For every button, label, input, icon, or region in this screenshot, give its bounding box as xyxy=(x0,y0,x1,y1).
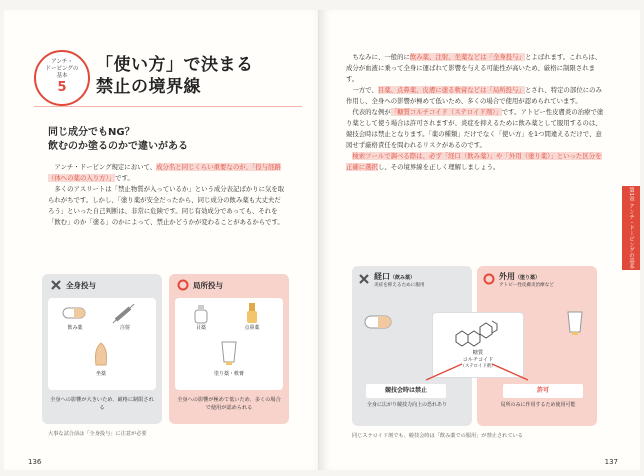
oral-header xyxy=(352,266,472,292)
systemic-note: 全身への影響が大きいため、厳格に制限される xyxy=(50,397,154,411)
ointment-tube-icon xyxy=(565,310,585,336)
topical-title-paren: （塗り薬） xyxy=(515,274,541,281)
item-eye-drops: 目薬 xyxy=(195,325,206,331)
oral-title-block xyxy=(374,271,425,288)
capsule-icon xyxy=(62,306,88,320)
local-card xyxy=(169,274,289,424)
badge-line1: アンチ・ xyxy=(51,59,73,65)
cross-icon xyxy=(358,273,370,285)
title-rule xyxy=(34,106,302,107)
left-page xyxy=(4,10,322,470)
item-nasal-spray: 点鼻薬 xyxy=(244,325,260,331)
rpara2-highlight: 目薬、点鼻薬、皮膚に塗る軟膏などは「局所投与」 xyxy=(377,86,525,94)
badge-line2: ドーピングの xyxy=(45,66,79,72)
syringe-icon xyxy=(112,304,138,324)
center-line1: 糖質 xyxy=(472,350,484,356)
rpara3-text-a: 代表的な例が xyxy=(352,108,391,116)
right-page xyxy=(322,10,640,470)
systemic-header xyxy=(42,274,162,296)
rpara3 xyxy=(346,107,604,151)
systemic-title: 全身投与 xyxy=(66,280,96,290)
topical-sub: アトピー性皮膚炎治療など xyxy=(499,282,554,288)
capsule-icon xyxy=(364,314,394,330)
oral-title-paren: （飲み薬） xyxy=(390,274,416,281)
suppository-icon xyxy=(92,342,110,366)
rpara1 xyxy=(346,52,604,85)
nasal-spray-icon xyxy=(245,302,259,324)
page-number-left: 136 xyxy=(28,458,42,466)
steroid-structure-icon xyxy=(448,317,508,347)
rpara4 xyxy=(346,151,604,173)
ointment-tube-icon xyxy=(219,340,239,366)
center-line2: コルチコイド xyxy=(462,357,494,363)
section-badge xyxy=(34,50,90,106)
item-suppository: 坐薬 xyxy=(95,371,106,377)
left-body xyxy=(48,162,286,228)
item-injection: 注射 xyxy=(119,325,130,331)
item-oral: 飲み薬 xyxy=(67,325,83,331)
rpara3-highlight: 「糖質コルチコイド（ステロイド剤）」 xyxy=(390,108,502,116)
rpara2-text-a: 一方で、 xyxy=(352,86,378,94)
badge-line3: 基本 xyxy=(56,73,68,79)
rpara1-highlight: 飲み薬、注射、坐薬などは「全身投与」 xyxy=(409,53,525,61)
title-line2: 禁止の境界線 xyxy=(96,77,201,97)
rpara4-text-b: し、その境界線を正しく理解しましょう。 xyxy=(377,163,500,171)
chapter-tab: 第1章 アンチ・ドーピングの基本 xyxy=(622,186,640,270)
systemic-icons xyxy=(48,298,156,390)
eye-drops-icon xyxy=(193,304,209,324)
rpara3-text-b: です。アトピー性皮膚炎の治療で塗り薬として使う場合は許可されますが、炎症を抑えるために飲み薬として服用するのは、競技会時は禁止となります。「薬の種類」だけでなく「使い方」を1つ間違えるだけで、意図せず厳格責任を問われるリスクがあるのです。 xyxy=(346,108,604,149)
page-title xyxy=(96,54,254,98)
para1 xyxy=(48,162,286,184)
item-ointment: 塗り薬・軟膏 xyxy=(213,371,244,377)
cross-icon xyxy=(50,279,62,291)
para1-text-b: です。 xyxy=(115,174,134,182)
right-body xyxy=(346,52,604,173)
para2: 多くのアスリートは「禁止物質が入っているか」という成分表記ばかりに気を取られがちです。しかし、「塗り薬が安全だったから、同じ成分の飲み薬も大丈夫だろう」といった自己判断は、非常に危険です。同じ有効成分であっても、それを「飲む」のか「塗る」のかによって、禁止かどうかが変わることがあるからです。 xyxy=(48,185,285,226)
topical-note: 局所のみに作用するため使用可能 xyxy=(500,402,576,408)
title-line1: 「使い方」で決まる xyxy=(96,55,254,75)
local-header xyxy=(169,274,289,296)
local-icons xyxy=(175,298,283,390)
rpara2-text-b: とされ、特定の部位にのみ作用し、全身への影響が極めて低いため、多くの場合で使用が認められています。 xyxy=(346,86,602,105)
local-title: 局所投与 xyxy=(193,280,223,290)
oral-title: 経口 xyxy=(374,271,390,281)
topical-header xyxy=(477,266,597,292)
topical-title: 外用 xyxy=(499,271,515,281)
rpara4-highlight: 検索ツールで調べる際は、必ず「経口（飲み薬）」や「外用（塗り薬）」といった区分を正確に選択 xyxy=(346,152,602,171)
page-number-right: 137 xyxy=(604,458,618,466)
center-line3: （ステロイド剤） xyxy=(460,364,496,369)
badge-number: 5 xyxy=(57,80,67,95)
oral-note: 全身に広がり競技力向上の恐れあり xyxy=(366,402,447,408)
subhead-line1: 同じ成分でもNG？ xyxy=(48,127,135,138)
para1-text-a: アンチ・ドーピング規定において、 xyxy=(54,163,157,171)
local-note: 全身への影響が極めて低いため、多くの場合で使用が認められる xyxy=(177,397,281,411)
systemic-card xyxy=(42,274,162,424)
branch-arrows xyxy=(412,362,542,386)
circle-icon xyxy=(177,279,189,291)
circle-icon xyxy=(483,273,495,285)
topical-title-block xyxy=(499,271,554,288)
oral-result: 競技会時は禁止 xyxy=(366,384,446,398)
steroid-diagram xyxy=(352,266,602,426)
rpara1-text-a: ちなみに、一般的に xyxy=(352,53,410,61)
subhead-line2: 飲むのか塗るのかで違いがある xyxy=(48,141,188,152)
route-diagram xyxy=(42,274,292,424)
rpara2 xyxy=(346,85,604,107)
oral-sub: 炎症を抑えるために服用 xyxy=(374,282,425,288)
rpara1-text-b: とよばれます。これらは、成分が血液に乗って全身に運ばれて影響を与える可能性が高いため、厳格に制限されます。 xyxy=(346,53,602,83)
para1-highlight: 成分名と同じくらい重要なのが、「投与経路（体への薬の入り方）」 xyxy=(48,163,281,182)
topical-result: 許可 xyxy=(503,384,583,398)
left-caption: 大事な試合前は「全身投与」に注意が必要 xyxy=(48,431,147,437)
subheading xyxy=(48,126,188,154)
right-caption: 同じステロイド剤でも、競技会時は「飲み薬での服用」が禁止されている xyxy=(352,433,523,439)
